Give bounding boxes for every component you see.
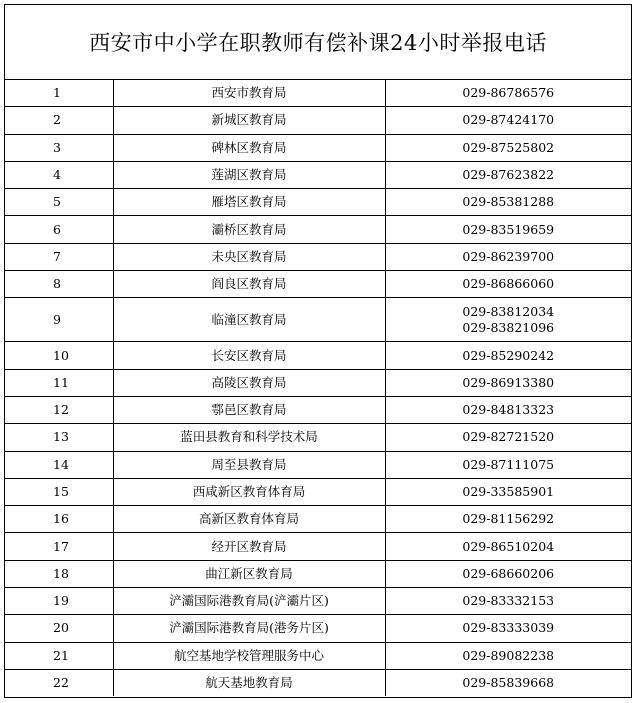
hotline-table (5, 80, 631, 696)
bureau-name: 航空基地学校管理服务中心 (113, 642, 385, 669)
phone-number: 029-87424170 (462, 112, 555, 128)
phone-number: 029-33585901 (462, 484, 555, 499)
table-row (5, 588, 631, 615)
bureau-name: 西咸新区教育体育局 (113, 478, 385, 505)
phone-number: 029-86786576 (462, 85, 555, 101)
row-number: 1 (5, 80, 113, 107)
row-number: 17 (5, 533, 113, 560)
bureau-name: 蓝田县教育和科学技术局 (113, 424, 385, 451)
bureau-name: 鄠邑区教育局 (113, 396, 385, 423)
phone-number: 029-87623822 (462, 167, 555, 183)
row-number: 21 (5, 642, 113, 669)
row-number: 3 (5, 134, 113, 161)
phone-cell (385, 161, 631, 188)
table-row (5, 161, 631, 188)
phone-number: 029-86510204 (462, 538, 555, 554)
bureau-name: 阎良区教育局 (113, 271, 385, 298)
phone-number: 029-68660206 (462, 565, 555, 581)
bureau-name: 浐灞国际港教育局(浐灞片区) (113, 588, 385, 615)
bureau-name: 临潼区教育局 (113, 298, 385, 342)
phone-cell (385, 533, 631, 560)
phone-cell (385, 424, 631, 451)
phone-cell (385, 560, 631, 587)
phone-number: 029-85839668 (462, 675, 555, 691)
row-number: 12 (5, 396, 113, 423)
phone-cell (385, 298, 631, 342)
table-row (5, 642, 631, 669)
bureau-name: 周至县教育局 (113, 451, 385, 478)
table-row (5, 107, 631, 134)
phone-number: 029-86866060 (462, 276, 555, 292)
row-number: 19 (5, 588, 113, 615)
bureau-name: 西安市教育局 (113, 80, 385, 107)
bureau-name: 长安区教育局 (113, 342, 385, 369)
row-number: 13 (5, 424, 113, 451)
phone-number: 029-86913380 (462, 374, 555, 390)
bureau-name: 高新区教育体育局 (113, 506, 385, 533)
phone-cell (385, 588, 631, 615)
row-number: 6 (5, 216, 113, 243)
phone-number: 029-82721520 (462, 429, 555, 445)
bureau-name: 曲江新区教育局 (113, 560, 385, 587)
row-number: 10 (5, 342, 113, 369)
row-number: 7 (5, 243, 113, 270)
phone-number: 029-86239700 (462, 248, 555, 264)
phone-number: 029-85290242 (462, 347, 555, 363)
table-row (5, 342, 631, 369)
table-row (5, 189, 631, 216)
phone-cell (385, 271, 631, 298)
phone-cell (385, 369, 631, 396)
row-number: 4 (5, 161, 113, 188)
table-row (5, 506, 631, 533)
table-row (5, 560, 631, 587)
row-number: 15 (5, 478, 113, 505)
phone-cell (385, 478, 631, 505)
table-row (5, 669, 631, 696)
table-row (5, 216, 631, 243)
phone-cell (385, 669, 631, 696)
table-row (5, 424, 631, 451)
table-row (5, 615, 631, 642)
phone-number: 029-87525802 (462, 139, 555, 155)
phone-number: 029-85381288 (462, 194, 555, 210)
row-number: 20 (5, 615, 113, 642)
row-number: 11 (5, 369, 113, 396)
phone-number: 029-81156292 (462, 511, 555, 527)
phone-cell (385, 216, 631, 243)
row-number: 16 (5, 506, 113, 533)
row-number: 5 (5, 189, 113, 216)
row-number: 22 (5, 669, 113, 696)
bureau-name: 雁塔区教育局 (113, 189, 385, 216)
row-number: 2 (5, 107, 113, 134)
bureau-name: 碑林区教育局 (113, 134, 385, 161)
bureau-name: 灞桥区教育局 (113, 216, 385, 243)
phone-number: 029-83821096 (462, 319, 555, 335)
phone-cell (385, 506, 631, 533)
row-number: 8 (5, 271, 113, 298)
phone-cell (385, 189, 631, 216)
row-number: 18 (5, 560, 113, 587)
phone-cell (385, 80, 631, 107)
bureau-name: 航天基地教育局 (113, 669, 385, 696)
bureau-name: 莲湖区教育局 (113, 161, 385, 188)
table-row (5, 451, 631, 478)
bureau-name: 浐灞国际港教育局(港务片区) (113, 615, 385, 642)
table-row (5, 369, 631, 396)
bureau-name: 经开区教育局 (113, 533, 385, 560)
phone-cell (385, 396, 631, 423)
phone-number: 029-83333039 (462, 620, 555, 636)
table-row (5, 134, 631, 161)
row-number: 9 (5, 298, 113, 342)
table-row (5, 298, 631, 342)
phone-cell (385, 243, 631, 270)
phone-cell (385, 107, 631, 134)
phone-cell (385, 134, 631, 161)
table-row (5, 396, 631, 423)
bureau-name: 新城区教育局 (113, 107, 385, 134)
row-number: 14 (5, 451, 113, 478)
hotline-table-document (4, 4, 632, 698)
bureau-name: 未央区教育局 (113, 243, 385, 270)
document-title: 西安市中小学在职教师有偿补课24小时举报电话 (5, 5, 631, 80)
bureau-name: 高陵区教育局 (113, 369, 385, 396)
phone-number: 029-89082238 (462, 647, 555, 663)
table-row (5, 80, 631, 107)
table-row (5, 478, 631, 505)
phone-number: 029-87111075 (462, 456, 555, 472)
phone-number: 029-83332153 (462, 593, 555, 609)
phone-number: 029-83812034 (462, 303, 555, 319)
phone-number: 029-84813323 (462, 402, 555, 418)
table-row (5, 271, 631, 298)
phone-cell (385, 642, 631, 669)
phone-cell (385, 615, 631, 642)
phone-cell (385, 451, 631, 478)
table-row (5, 533, 631, 560)
hotline-table-body (5, 80, 631, 696)
table-row (5, 243, 631, 270)
phone-number: 029-83519659 (462, 221, 555, 237)
phone-cell (385, 342, 631, 369)
